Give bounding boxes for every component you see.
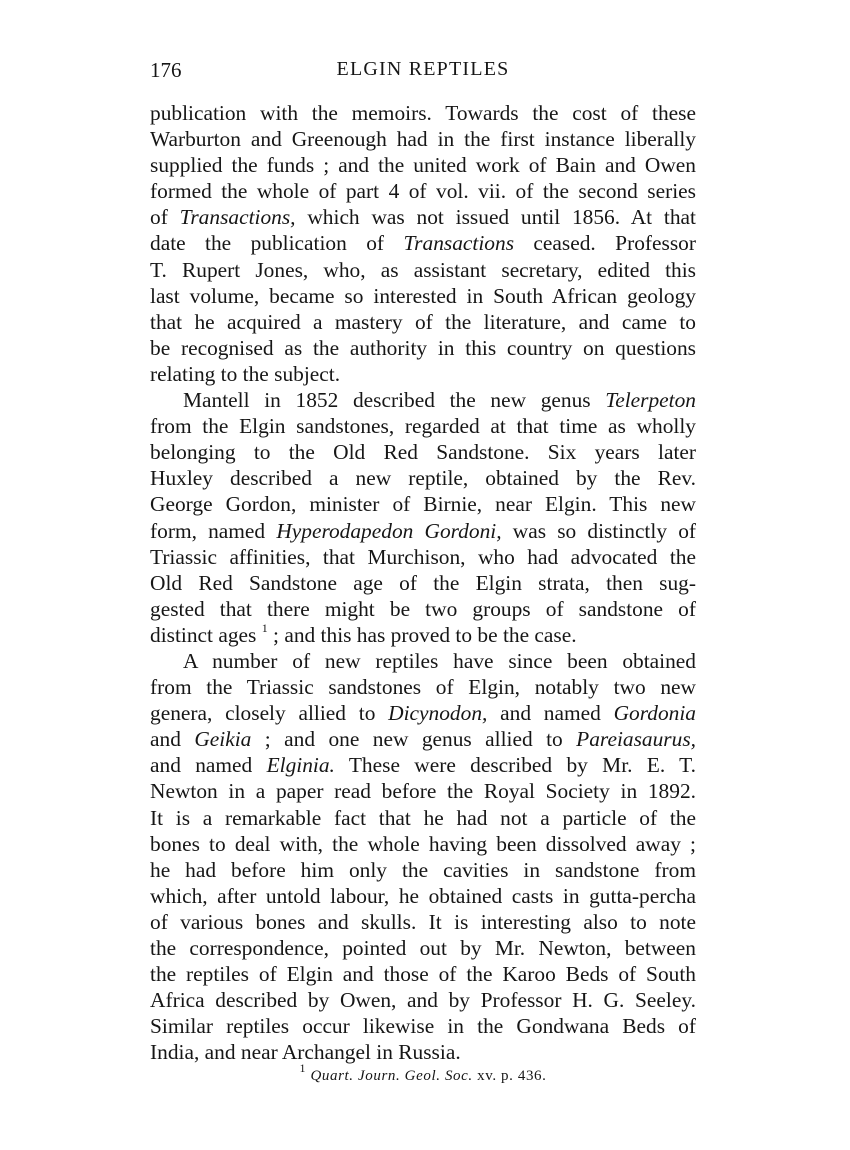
text-line: genera, closely allied to Dicynodon, and named Gordonia [150,701,696,726]
text-line: Huxley described a new reptile, obtained by the Rev. [150,466,696,491]
text-line: that he acquired a mastery of the literature, and came to [150,309,696,334]
text-line: belonging to the Old Red Sandstone. Six years later [150,440,696,465]
text-line: George Gordon, minister of Birnie, near Elgin. This new [150,492,696,517]
text-line: the correspondence, pointed out by Mr. Newton, between [150,936,696,960]
text-line: of various bones and skulls. It is interesting also to note [150,909,696,934]
text-line: Mantell in 1852 described the new genus Telerpeton [183,388,696,413]
text-line: Similar reptiles occur likewise in the Gondwana Beds of [150,1014,696,1039]
text-line: formed the whole of part 4 of vol. vii. of the second series [150,179,696,204]
text-line: which, after untold labour, he obtained casts in gutta-percha [150,883,696,908]
running-head [150,58,696,86]
footnote: $^1$ Quart. Journ. Geol. Soc. xv. p. 436. [299,1061,547,1084]
body-text [150,100,696,1065]
text-line: T. Rupert Jones, who, as assistant secretary, edited this [150,257,696,282]
text-line: he had before him only the cavities in sandstone from [150,857,696,882]
footnote-marker: 1 [299,1061,307,1075]
text-line: distinct ages $^1$ ; and this has proved to be the case. [150,620,577,647]
italic-title: Telerpeton [605,388,696,413]
text-line: of Transactions, which was not issued until 1856. At that [150,205,696,230]
text-line: gested that there might be two groups of sandstone of [150,596,696,621]
text-line: bones to deal with, the whole having been dissolved away ; [150,831,696,856]
italic-title: Quart. Journ. Geol. Soc. [310,1068,473,1084]
italic-title: Dicynodon, [388,701,488,726]
text-line: from the Triassic sandstones of Elgin, notably two new [150,675,696,700]
italic-title: Transactions [403,231,515,256]
text-line: from the Elgin sandstones, regarded at that time as wholly [150,414,696,439]
text-line: supplied the funds ; and the united work of Bain and Owen [150,153,696,178]
text-line: India, and near Archangel in Russia. [150,1040,461,1065]
running-title: ELGIN REPTILES [336,58,510,80]
paragraph [150,387,696,648]
text-line: Newton in a paper read before the Royal Society in 1892. [150,779,696,804]
text-line: the reptiles of Elgin and those of the Karoo Beds of South [150,962,696,987]
text-line: Old Red Sandstone age of the Elgin strata, then sug- [150,570,696,595]
italic-title: Geikia [194,727,252,752]
italic-title: Gordonia [613,701,696,726]
text-line: relating to the subject. [150,361,341,386]
text-line: last volume, became so interested in South African geology [150,283,696,308]
text-line: and named Elginia. These were described by Mr. E. T. [150,753,696,778]
text-line: Triassic affinities, that Murchison, who had advocated the [150,544,696,569]
italic-title: Transactions, [179,205,296,230]
text-line: form, named Hyperodapedon Gordoni, was so distinctly of [150,518,697,543]
italic-title: Elginia. [266,753,335,778]
footnote-reference: 1 [261,620,268,635]
text-line: be recognised as the authority in this country on questions [150,335,696,360]
italic-title: Hyperodapedon Gordoni, [276,518,502,543]
paragraph [150,100,696,387]
text-line: and Geikia ; and one new genus allied to Pareiasaurus, [150,727,696,752]
text-line: Africa described by Owen, and by Professor H. G. Seeley. [150,988,696,1013]
italic-title: Pareiasaurus, [576,727,696,752]
text-line: date the publication of Transactions ceased. Professor [150,231,696,256]
text-line: It is a remarkable fact that he had not a particle of the [150,805,696,830]
paragraph [150,648,696,1066]
text-line: Warburton and Greenough had in the first instance liberally [150,127,696,152]
page-number: 176 [150,58,182,82]
text-line: A number of new reptiles have since been obtained [183,648,696,673]
text-line: publication with the memoirs. Towards the cost of these [150,101,696,125]
